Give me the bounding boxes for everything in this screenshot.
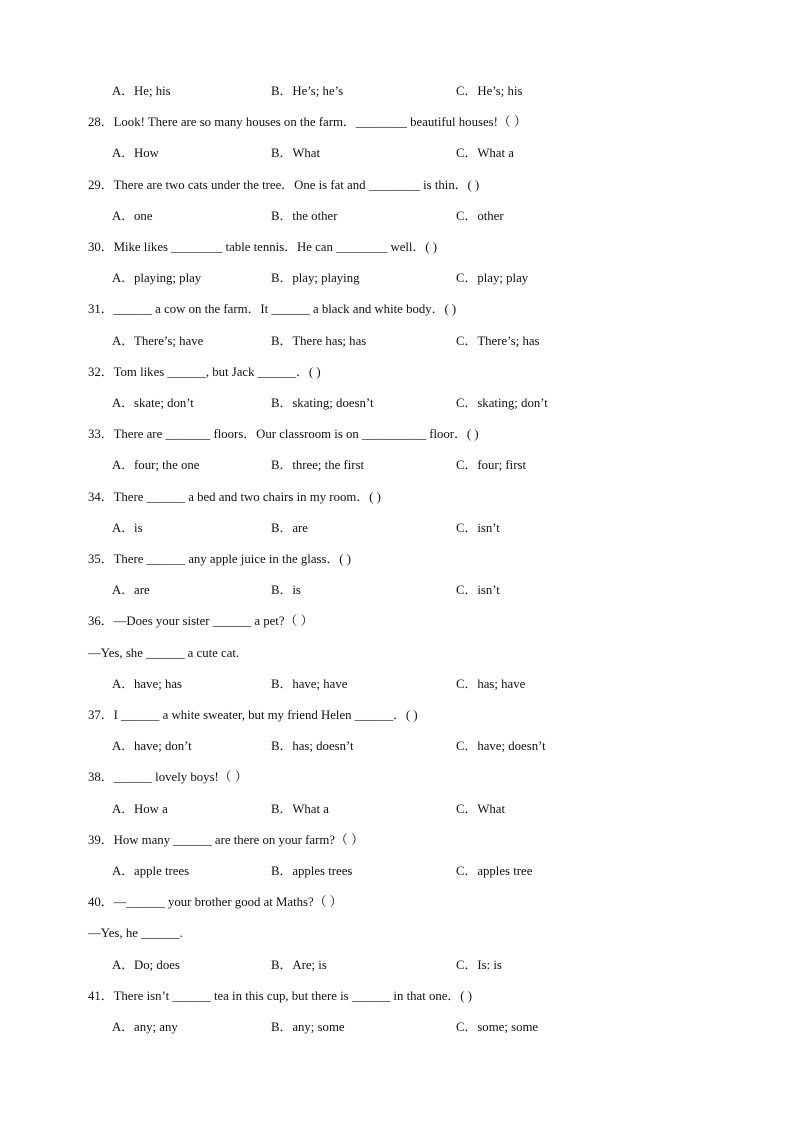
question-row: [0, 706, 794, 724]
question-text: 31．______ a cow on the farm．It ______ a black and white body．( ): [88, 302, 457, 317]
question-row: [0, 987, 794, 1005]
question-row: [0, 300, 794, 318]
question-text: 38．______ lovely boys!（ ）: [88, 770, 248, 785]
options-row: [0, 82, 794, 100]
question-text: 34．There ______ a bed and two chairs in my room．( ): [88, 489, 381, 504]
option-b: B．are: [271, 520, 308, 535]
option-a: A．How: [112, 146, 159, 161]
question-text: 29．There are two cats under the tree．One is fat and ________ is thin．( ): [88, 177, 480, 192]
options-row: [0, 456, 794, 474]
question-text: 39．How many ______ are there on your farm?（ ）: [88, 832, 364, 847]
question-text: 35．There ______ any apple juice in the glass．( ): [88, 552, 351, 566]
option-a: A．any; any: [112, 1020, 178, 1034]
question-text: 32．Tom likes ______, but Jack ______．( ): [88, 364, 321, 379]
option-a: A．one: [112, 208, 153, 223]
option-a: A．is: [112, 520, 143, 535]
option-c: C．play; play: [456, 271, 529, 286]
question-row: [0, 488, 794, 506]
option-c: C．some; some: [456, 1020, 539, 1034]
question-text: 40．—______ your brother good at Maths?（ ）: [88, 895, 343, 910]
option-c: C．What a: [456, 146, 514, 161]
question-text: 37．I ______ a white sweater, but my friend Helen ______．( ): [88, 708, 418, 722]
option-a: A．Do; does: [112, 957, 180, 972]
question-row: [0, 893, 794, 911]
question-text: 41．There isn’t ______ tea in this cup, but there is ______ in that one．( ): [88, 988, 472, 1003]
options-row: [0, 332, 794, 350]
options-row: [0, 581, 794, 599]
option-c: C．isn’t: [456, 520, 500, 535]
options-row: [0, 207, 794, 225]
option-b: B．What a: [271, 801, 329, 816]
question-row: [0, 238, 794, 256]
answer-line-row: [0, 924, 794, 942]
option-b: B．skating; doesn’t: [271, 396, 374, 410]
question-row: [0, 425, 794, 443]
option-c: C．has; have: [456, 676, 526, 691]
question-text: 30．Mike likes ________ table tennis．He can ________ well．( ): [88, 240, 438, 254]
option-c: C．There’s; has: [456, 333, 540, 348]
option-c: C．four; first: [456, 458, 527, 473]
option-c: C．have; doesn’t: [456, 739, 546, 754]
question-row: [0, 768, 794, 786]
question-row: [0, 113, 794, 131]
option-a: A．four; the one: [112, 458, 200, 473]
question-row: [0, 176, 794, 194]
options-row: [0, 737, 794, 755]
options-row: [0, 1018, 794, 1036]
option-a: A．skate; don’t: [112, 396, 194, 410]
question-row: [0, 363, 794, 381]
option-a: A．He; his: [112, 84, 171, 98]
options-row: [0, 800, 794, 818]
question-row: [0, 612, 794, 630]
dialogue-text: —Yes, she ______ a cute cat.: [88, 645, 240, 660]
option-c: C．other: [456, 208, 504, 223]
options-row: [0, 144, 794, 162]
option-a: A．playing; play: [112, 271, 202, 286]
option-b: B．has; doesn’t: [271, 739, 354, 754]
option-b: B．three; the first: [271, 458, 365, 473]
options-row: [0, 519, 794, 537]
option-b: B．Are; is: [271, 957, 327, 972]
option-b: B．play; playing: [271, 271, 360, 286]
question-text: 28．Look! There are so many houses on the farm．________ beautiful houses!（ ）: [88, 115, 527, 130]
options-row: [0, 956, 794, 974]
option-b: B．There has; has: [271, 333, 367, 348]
option-b: B．the other: [271, 208, 338, 223]
options-row: [0, 269, 794, 287]
option-c: C．skating; don’t: [456, 396, 548, 410]
option-a: A．apple trees: [112, 864, 190, 878]
question-row: [0, 550, 794, 568]
option-a: A．How a: [112, 801, 168, 816]
option-b: B．any; some: [271, 1020, 345, 1034]
answer-line-row: [0, 644, 794, 662]
question-text: 33．There are _______ floors．Our classroom is on __________ floor．( ): [88, 427, 479, 442]
question-row: [0, 831, 794, 849]
option-a: A．There’s; have: [112, 333, 204, 348]
option-c: C．isn’t: [456, 583, 500, 598]
question-text: 36．—Does your sister ______ a pet?（ ）: [88, 614, 314, 629]
option-a: A．have; has: [112, 676, 183, 691]
options-row: [0, 675, 794, 693]
option-b: B．is: [271, 583, 301, 598]
dialogue-text: —Yes, he ______.: [88, 926, 183, 941]
option-b: B．What: [271, 146, 321, 161]
option-c: C．Is: is: [456, 957, 502, 972]
option-a: A．are: [112, 583, 150, 598]
options-row: [0, 394, 794, 412]
option-b: B．apples trees: [271, 864, 353, 878]
option-c: C．apples tree: [456, 864, 533, 878]
option-b: B．have; have: [271, 676, 348, 691]
option-c: C．What: [456, 801, 506, 816]
option-c: C．He’s; his: [456, 84, 523, 98]
options-row: [0, 862, 794, 880]
option-a: A．have; don’t: [112, 739, 192, 754]
option-b: B．He’s; he’s: [271, 84, 344, 98]
